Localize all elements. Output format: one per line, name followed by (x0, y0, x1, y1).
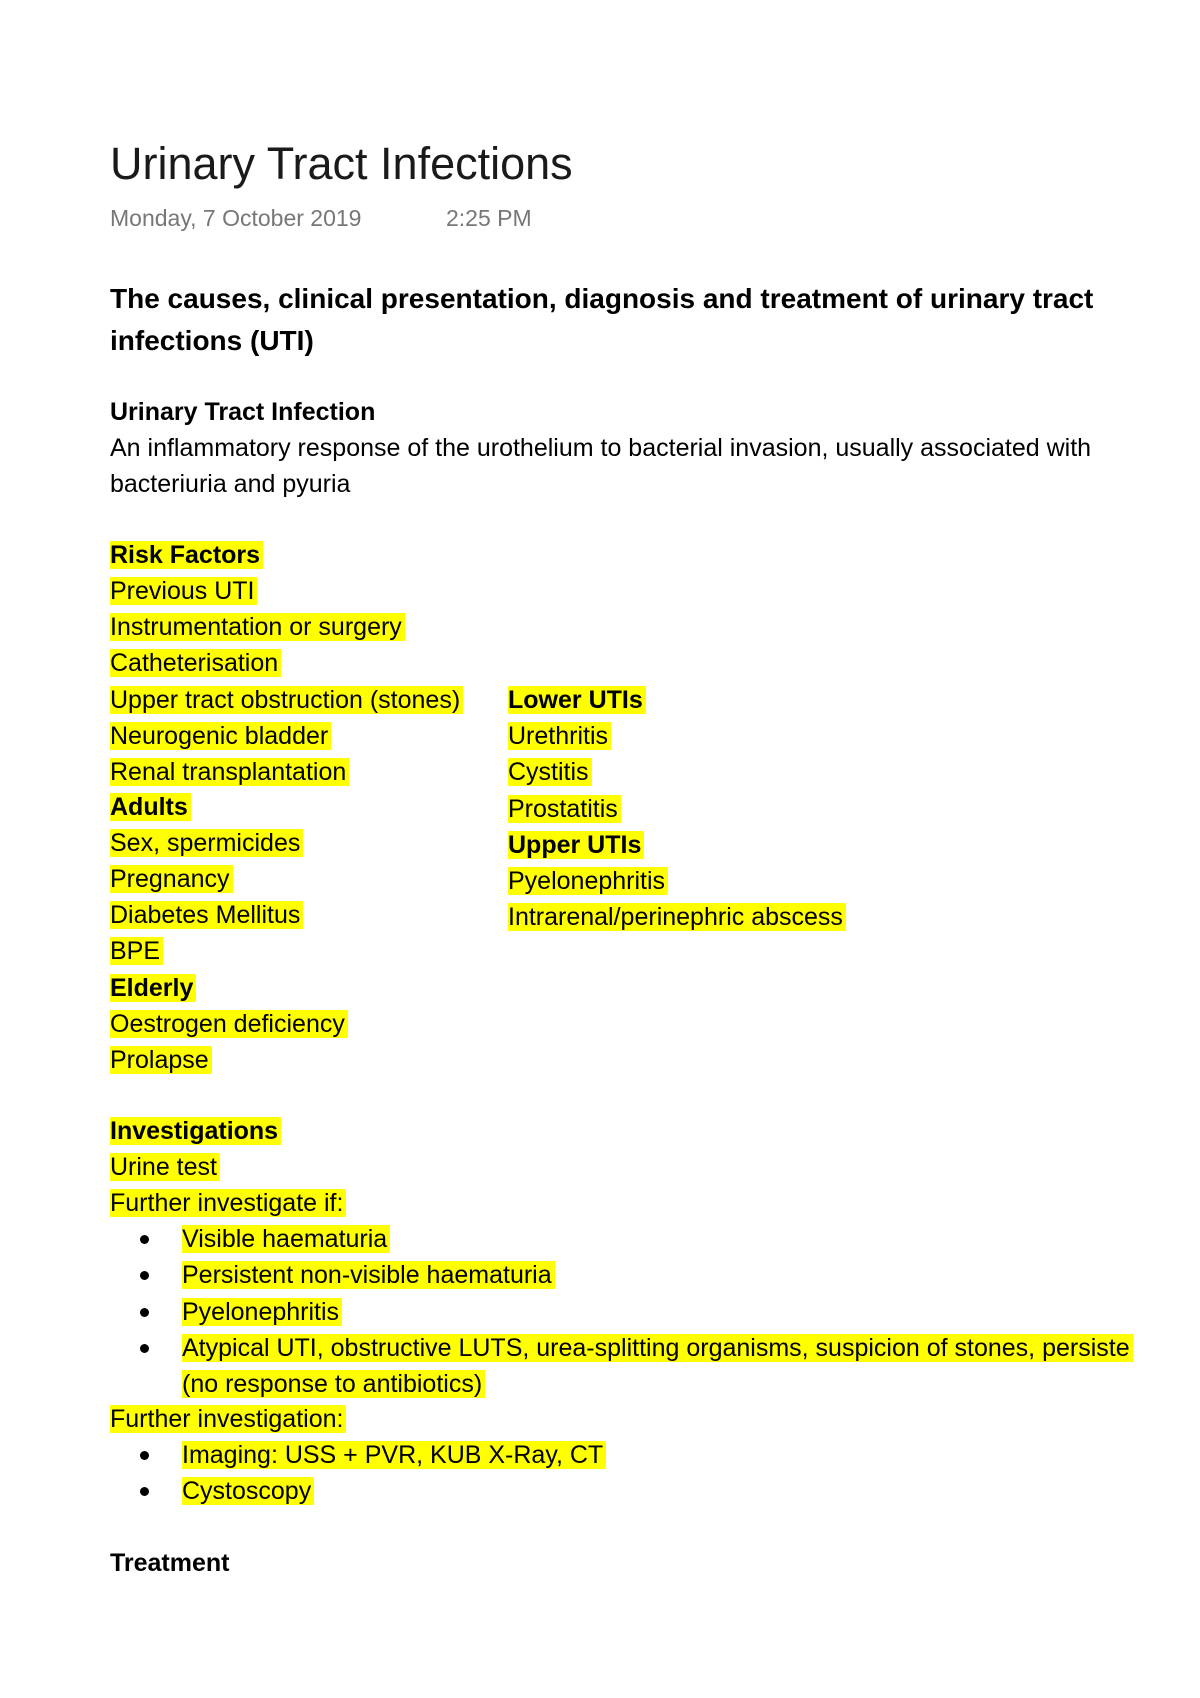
investigation-bullet-item: Visible haematuria (182, 1221, 390, 1257)
risk-factor-item: Pregnancy (110, 861, 233, 897)
uti-type-item: Pyelonephritis (508, 863, 668, 899)
uti-type-item: Intrarenal/perinephric abscess (508, 899, 846, 935)
investigation-item: Urine test (110, 1149, 220, 1185)
investigation-bullet-item: Atypical UTI, obstructive LUTS, urea-splitting organisms, suspicion of stones, persiste (182, 1330, 1200, 1366)
elderly-heading: Elderly (110, 970, 196, 1006)
risk-factor-item: Sex, spermicides (110, 825, 303, 861)
investigation-bullet-item: Cystoscopy (182, 1473, 314, 1509)
risk-factor-item: Catheterisation (110, 645, 281, 681)
investigations-heading: Investigations (110, 1113, 281, 1149)
investigation-item: Further investigation: (110, 1401, 346, 1437)
adults-heading: Adults (110, 789, 191, 825)
page-title: Urinary Tract Infections (110, 138, 573, 189)
definition-line-2: bacteriuria and pyuria (110, 470, 351, 498)
upper-utis-heading: Upper UTIs (508, 827, 644, 863)
investigation-bullet-item: Pyelonephritis (182, 1294, 342, 1330)
risk-factor-item: BPE (110, 933, 163, 969)
bullet-dot-icon (140, 1257, 149, 1293)
risk-factor-item: Oestrogen deficiency (110, 1006, 348, 1042)
risk-factor-item: Neurogenic bladder (110, 718, 331, 754)
uti-type-item: Prostatitis (508, 791, 621, 827)
investigation-bullet-continuation: (no response to antibiotics) (182, 1366, 485, 1402)
uti-type-item: Cystitis (508, 754, 592, 790)
risk-factor-item: Upper tract obstruction (stones) (110, 682, 463, 718)
definition-line-1: An inflammatory response of the urothelium to bacterial invasion, usually associated with (110, 434, 1092, 462)
risk-factor-item: Previous UTI (110, 573, 257, 609)
treatment-heading: Treatment (110, 1549, 230, 1577)
bullet-dot-icon (140, 1221, 149, 1257)
investigation-item: Further investigate if: (110, 1185, 346, 1221)
risk-factor-item: Instrumentation or surgery (110, 609, 405, 645)
risk-factor-item: Prolapse (110, 1042, 212, 1078)
page-subtitle: The causes, clinical presentation, diagnosis and treatment of urinary tract infections (UTI) (110, 283, 1094, 356)
risk-factors-heading: Risk Factors (110, 537, 263, 573)
risk-factor-item: Renal transplantation (110, 754, 349, 790)
bullet-dot-icon (140, 1473, 149, 1509)
uti-type-item: Urethritis (508, 718, 611, 754)
investigation-bullet-item: Persistent non-visible haematuria (182, 1257, 555, 1293)
bullet-dot-icon (140, 1437, 149, 1473)
definition-heading: Urinary Tract Infection (110, 398, 376, 426)
bullet-dot-icon (140, 1294, 149, 1330)
lower-utis-heading: Lower UTIs (508, 682, 646, 718)
risk-factor-item: Diabetes Mellitus (110, 897, 303, 933)
investigation-bullet-item: Imaging: USS + PVR, KUB X-Ray, CT (182, 1437, 606, 1473)
note-time: 2:25 PM (446, 205, 532, 231)
bullet-dot-icon (140, 1330, 149, 1366)
note-date: Monday, 7 October 2019 (110, 205, 362, 231)
